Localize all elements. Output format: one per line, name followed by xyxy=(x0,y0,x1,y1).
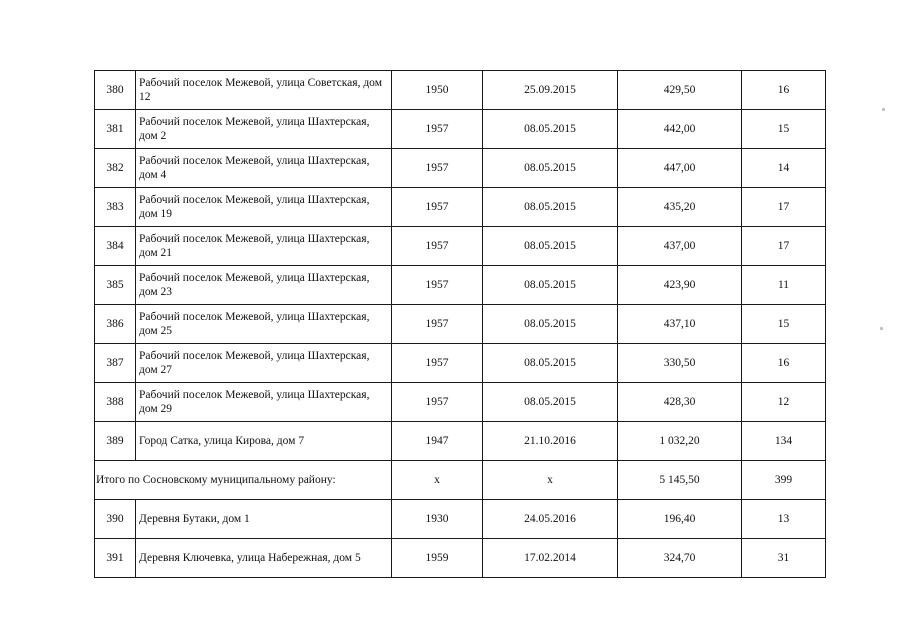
table-row xyxy=(95,539,826,578)
total-count-cell: 399 xyxy=(742,461,826,500)
year-cell: 1959 xyxy=(392,539,483,578)
row-number-cell: 382 xyxy=(95,149,136,188)
table-row xyxy=(95,344,826,383)
address-cell: Деревня Бутаки, дом 1 xyxy=(136,500,392,539)
row-number-cell: 380 xyxy=(95,71,136,110)
area-cell: 437,10 xyxy=(618,305,742,344)
count-cell: 15 xyxy=(742,305,826,344)
address-cell: Рабочий поселок Межевой, улица Шахтерская, дом 25 xyxy=(136,305,392,344)
count-cell: 13 xyxy=(742,500,826,539)
address-cell: Деревня Ключевка, улица Набережная, дом 5 xyxy=(136,539,392,578)
scan-speck xyxy=(880,327,883,330)
row-number-cell: 389 xyxy=(95,422,136,461)
area-cell: 330,50 xyxy=(618,344,742,383)
count-cell: 17 xyxy=(742,188,826,227)
area-cell: 196,40 xyxy=(618,500,742,539)
date-cell: 17.02.2014 xyxy=(483,539,618,578)
row-number-cell: 386 xyxy=(95,305,136,344)
table-row xyxy=(95,71,826,110)
date-cell: 08.05.2015 xyxy=(483,227,618,266)
table-row xyxy=(95,305,826,344)
table-row xyxy=(95,266,826,305)
area-cell: 324,70 xyxy=(618,539,742,578)
table-row xyxy=(95,110,826,149)
year-cell: 1957 xyxy=(392,383,483,422)
year-cell: 1957 xyxy=(392,149,483,188)
year-cell: 1957 xyxy=(392,266,483,305)
row-number-cell: 387 xyxy=(95,344,136,383)
year-cell: 1930 xyxy=(392,500,483,539)
date-cell: 08.05.2015 xyxy=(483,110,618,149)
count-cell: 31 xyxy=(742,539,826,578)
table-row xyxy=(95,149,826,188)
year-cell: 1957 xyxy=(392,110,483,149)
table-row xyxy=(95,227,826,266)
count-cell: 14 xyxy=(742,149,826,188)
table-row xyxy=(95,383,826,422)
count-cell: 11 xyxy=(742,266,826,305)
date-cell: 24.05.2016 xyxy=(483,500,618,539)
year-cell: 1957 xyxy=(392,188,483,227)
table-body xyxy=(95,71,826,578)
year-cell: 1950 xyxy=(392,71,483,110)
address-cell: Рабочий поселок Межевой, улица Шахтерская, дом 29 xyxy=(136,383,392,422)
address-cell: Рабочий поселок Межевой, улица Шахтерская, дом 4 xyxy=(136,149,392,188)
row-number-cell: 385 xyxy=(95,266,136,305)
date-cell: 08.05.2015 xyxy=(483,305,618,344)
area-cell: 423,90 xyxy=(618,266,742,305)
address-cell: Город Сатка, улица Кирова, дом 7 xyxy=(136,422,392,461)
year-cell: 1957 xyxy=(392,305,483,344)
date-cell: 21.10.2016 xyxy=(483,422,618,461)
scan-speck xyxy=(882,108,885,111)
table-row xyxy=(95,500,826,539)
date-cell: 08.05.2015 xyxy=(483,383,618,422)
year-cell: 1957 xyxy=(392,344,483,383)
row-number-cell: 390 xyxy=(95,500,136,539)
count-cell: 17 xyxy=(742,227,826,266)
date-cell: 08.05.2015 xyxy=(483,149,618,188)
address-cell: Рабочий поселок Межевой, улица Шахтерская, дом 21 xyxy=(136,227,392,266)
area-cell: 437,00 xyxy=(618,227,742,266)
date-cell: 08.05.2015 xyxy=(483,266,618,305)
count-cell: 12 xyxy=(742,383,826,422)
housing-registry-table xyxy=(94,70,826,578)
total-row xyxy=(95,461,826,500)
area-cell: 447,00 xyxy=(618,149,742,188)
area-cell: 428,30 xyxy=(618,383,742,422)
address-cell: Рабочий поселок Межевой, улица Советская, дом 12 xyxy=(136,71,392,110)
address-cell: Рабочий поселок Межевой, улица Шахтерская, дом 27 xyxy=(136,344,392,383)
count-cell: 134 xyxy=(742,422,826,461)
count-cell: 16 xyxy=(742,344,826,383)
count-cell: 15 xyxy=(742,110,826,149)
total-label-cell: Итого по Сосновскому муниципальному району: xyxy=(95,461,392,500)
table-row xyxy=(95,188,826,227)
row-number-cell: 383 xyxy=(95,188,136,227)
date-cell: 25.09.2015 xyxy=(483,71,618,110)
area-cell: 429,50 xyxy=(618,71,742,110)
row-number-cell: 391 xyxy=(95,539,136,578)
date-cell: 08.05.2015 xyxy=(483,344,618,383)
date-cell: 08.05.2015 xyxy=(483,188,618,227)
year-cell: 1957 xyxy=(392,227,483,266)
address-cell: Рабочий поселок Межевой, улица Шахтерская, дом 2 xyxy=(136,110,392,149)
total-area-cell: 5 145,50 xyxy=(618,461,742,500)
row-number-cell: 381 xyxy=(95,110,136,149)
row-number-cell: 388 xyxy=(95,383,136,422)
total-date-cell: x xyxy=(483,461,618,500)
table-row xyxy=(95,422,826,461)
address-cell: Рабочий поселок Межевой, улица Шахтерская, дом 23 xyxy=(136,266,392,305)
year-cell: 1947 xyxy=(392,422,483,461)
area-cell: 1 032,20 xyxy=(618,422,742,461)
area-cell: 442,00 xyxy=(618,110,742,149)
area-cell: 435,20 xyxy=(618,188,742,227)
address-cell: Рабочий поселок Межевой, улица Шахтерская, дом 19 xyxy=(136,188,392,227)
total-year-cell: x xyxy=(392,461,483,500)
count-cell: 16 xyxy=(742,71,826,110)
row-number-cell: 384 xyxy=(95,227,136,266)
